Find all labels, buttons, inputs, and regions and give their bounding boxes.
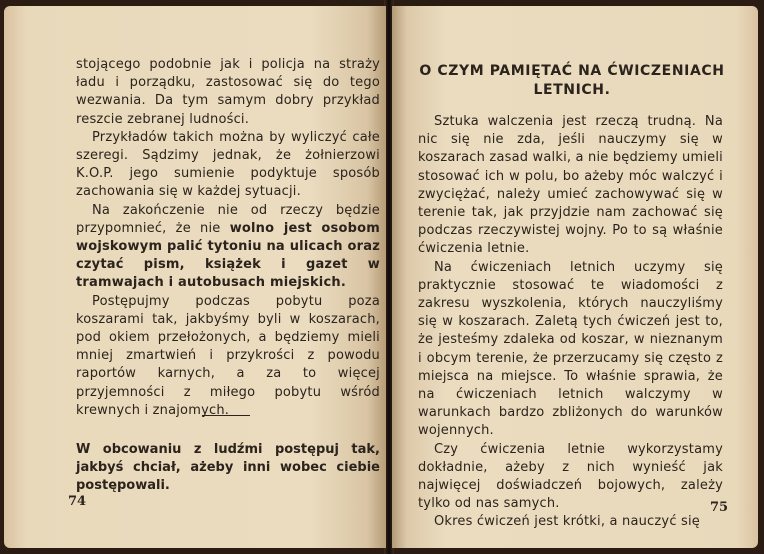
paragraph: [418, 113, 723, 259]
text-run: Sztuka walczenia jest rzeczą trudną. Na nic się nie zda, jeśli nauczymy się w koszarach zasad walki, a nie będziemy umieli stosować ich w polu, bo ażeby móc walczyć i zwyciężać, należy umieć zachowywać się w terenie tak, jak przyjdzie nam zachować się podczas rzeczywistej wojny. Po to są właśnie ćwiczenia letnie.: [418, 114, 723, 257]
paragraph: [418, 513, 723, 531]
text-run: Na ćwiczeniach letnich uczymy się praktycznie stosować te wiadomości z zakresu wyszkolenia, których nauczyliśmy się w koszarach. Zaletą tych ćwiczeń jest to, że jesteśmy zdaleka od koszar, w nieznanym i obcym terenie, że przerzucamy się często z miejsca na miejsce. To właśnie sprawia, że na ćwiczeniach letnich walczymy w warunkach bardzo zbliżonych do warunków wojennych.: [418, 259, 723, 439]
paragraph: [76, 293, 380, 420]
left-page-body: [76, 56, 380, 420]
paragraph: [76, 202, 380, 293]
right-page-body: [418, 113, 723, 532]
paragraph: [418, 441, 723, 514]
left-page: [4, 6, 386, 548]
text-run: Na zakończenie nie od rzeczy będzie przypomnieć, że nie: [76, 202, 380, 236]
page-number-left: 74: [68, 494, 87, 509]
chapter-title: O CZYM PAMIĘTAĆ NA ĆWICZENIACH LETNICH.: [419, 63, 725, 98]
text-run: Przykładów takich można by wyliczyć całe szeregi. Sądzimy jednak, że żołnierzowi K.O.P. jego sumienie podyktuje sposób zachowania się w każdej sytuacji.: [76, 129, 380, 200]
page-number-right: 75: [710, 500, 729, 515]
section-divider: [202, 415, 250, 416]
closing-rule: W obcowaniu z ludźmi postępuj tak, jakbyś chciał, ażeby inni wobec ciebie postępowali.: [76, 442, 380, 493]
right-page: [392, 6, 758, 548]
text-run: stojącego podobnie jak i policja na straży ładu i porządku, zastosować się do tego wezwania. Da tym samym dobry przykład reszcie zebranej ludności.: [76, 57, 380, 127]
text-run: Postępujmy podczas pobytu poza koszarami tak, jakbyśmy byli w koszarach, pod okiem przełożonych, a będziemy mieli mniej zmartwień i przykrości z powodu raportów karnych, a za to więcej przyjemności z miłego pobytu wśród krewnych i znajomych.: [76, 293, 380, 418]
bold-text: wolno jest osobom wojskowym palić tytoniu na ulicach oraz czytać pism, książek i gazet w tramwajach i autobusach miejskich.: [76, 220, 380, 291]
text-run: Czy ćwiczenia letnie wykorzystamy dokładnie, ażeby z nich wynieść jak najwięcej doświadczeń bojowych, zależy tylko od nas samych.: [418, 441, 723, 512]
text-run: Okres ćwiczeń jest krótki, a nauczyć się: [434, 514, 700, 530]
paragraph: [76, 56, 380, 129]
paragraph: [418, 259, 723, 441]
paragraph: [76, 129, 380, 202]
